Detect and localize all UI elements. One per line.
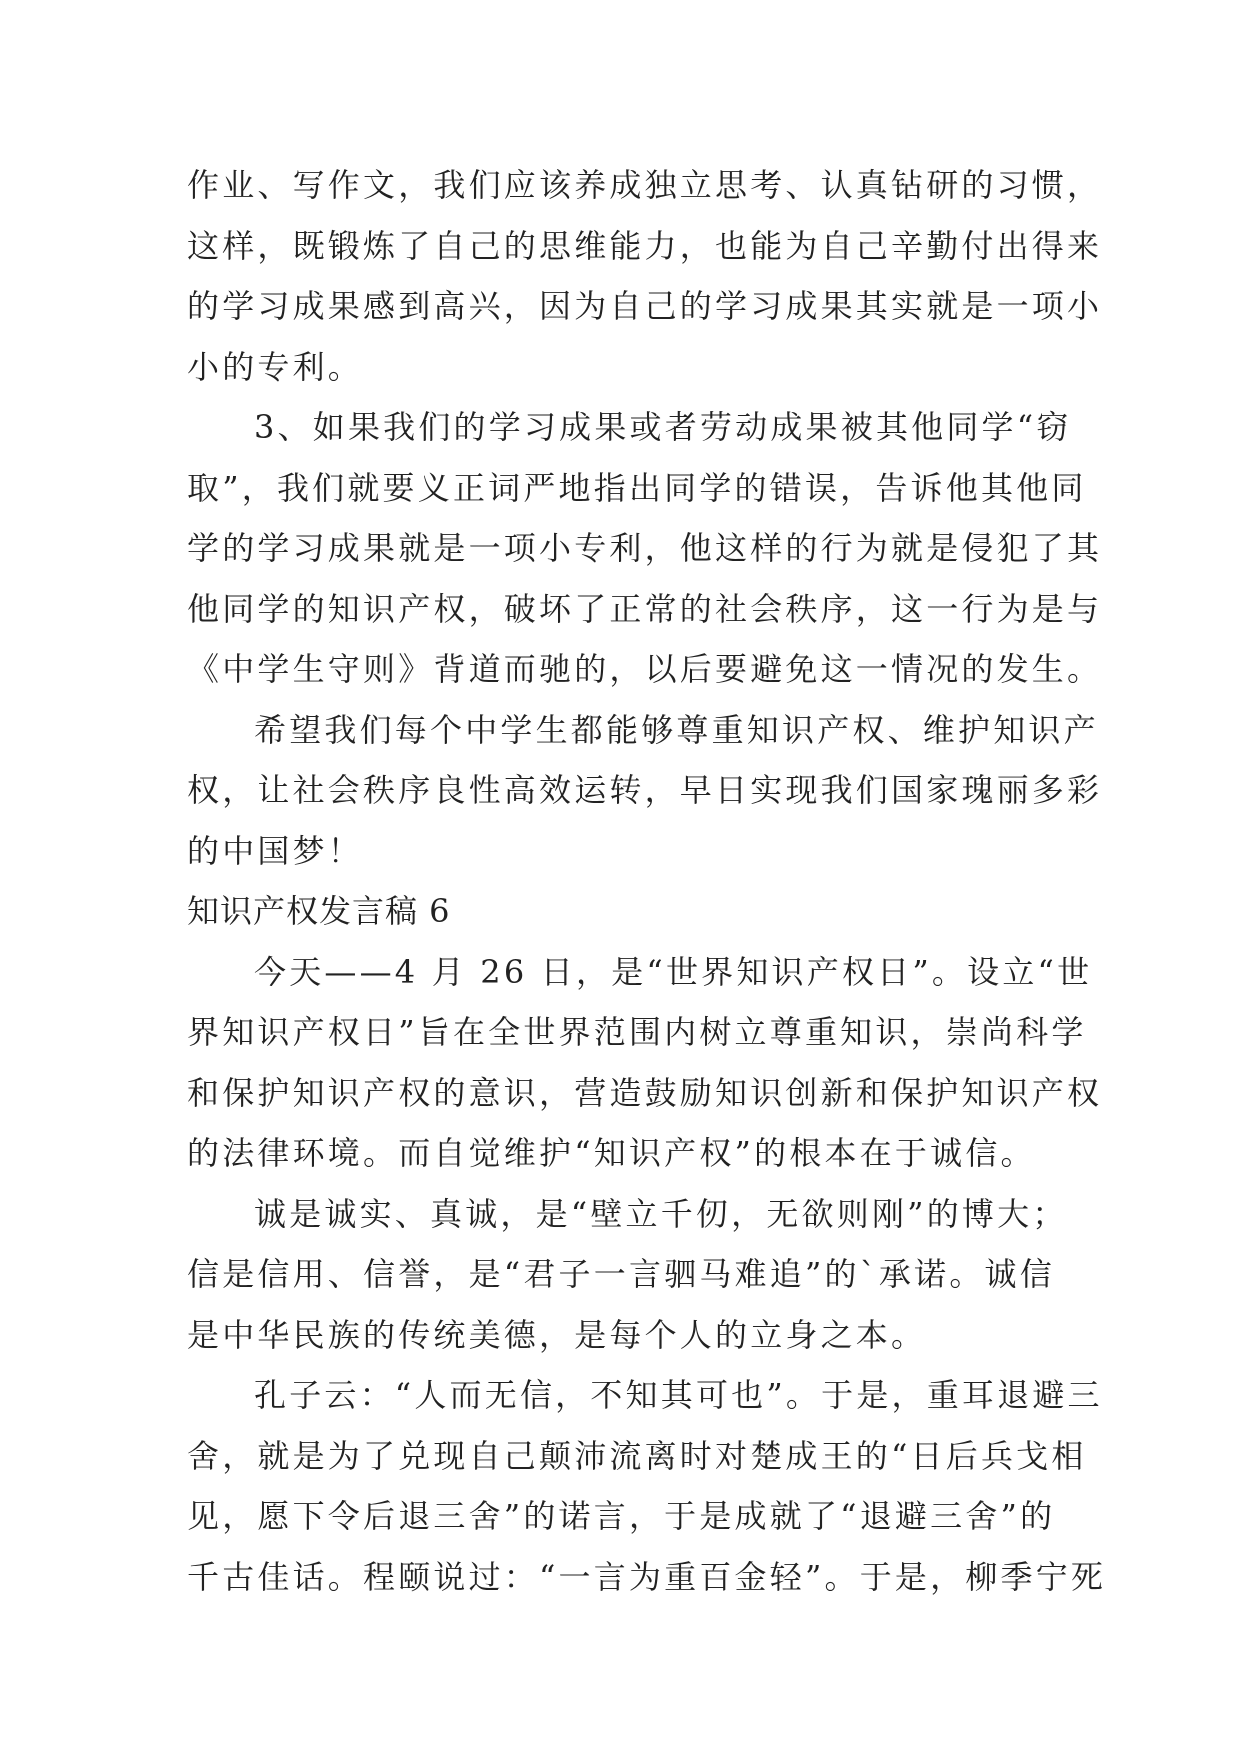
paragraph-first-line: 诚是诚实、真诚，是“壁立千仞，无欲则刚”的博大；: [254, 1194, 1068, 1233]
text-line: 学的学习成果就是一项小专利，他这样的行为就是侵犯了其: [187, 529, 1103, 567]
text-line: 《中学生守则》背道而驰的，以后要避免这一情况的发生。: [187, 650, 1103, 688]
paragraph-first-line: 今天——4 月 26 日，是“世界知识产权日”。设立“世: [254, 952, 1093, 991]
text-line: 这样，既锻炼了自己的思维能力，也能为自己辛勤付出得来: [187, 226, 1103, 265]
paragraph-first-line: 3、如果我们的学习成果或者劳动成果被其他同学“窃: [254, 408, 1072, 446]
paragraph-first-line: 希望我们每个中学生都能够尊重知识产权、维护知识产: [254, 710, 1099, 749]
paragraph-first-line: 孔子云：“人而无信，不知其可也”。于是，重耳退避三: [254, 1376, 1103, 1414]
text-line: 作业、写作文，我们应该养成独立思考、认真钻研的习惯，: [187, 166, 1103, 204]
text-line: 千古佳话。程颐说过：“一言为重百金轻”。于是，柳季宁死: [187, 1557, 1107, 1596]
text-line: 界知识产权日”旨在全世界范围内树立尊重知识，崇尚科学: [187, 1013, 1087, 1051]
text-line: 是中华民族的传统美德，是每个人的立身之本。: [187, 1315, 927, 1354]
text-line: 权，让社会秩序良性高效运转，早日实现我们国家瑰丽多彩: [187, 771, 1103, 809]
text-line: 他同学的知识产权，破坏了正常的社会秩序，这一行为是与: [187, 589, 1103, 628]
text-line: 的法律环境。而自觉维护“知识产权”的根本在于诚信。: [187, 1134, 1036, 1172]
text-line: 和保护知识产权的意识，营造鼓励知识创新和保护知识产权: [187, 1073, 1103, 1112]
text-line: 的中国梦！: [187, 831, 364, 870]
text-line: 取”，我们就要义正词严地指出同学的错误，告诉他其他同: [187, 468, 1087, 507]
text-line: 小的专利。: [187, 347, 364, 386]
text-line: 见，愿下令后退三舍”的诺言，于是成就了“退避三舍”的: [187, 1497, 1056, 1535]
document-body: [187, 155, 1107, 1607]
text-line: 舍，就是为了兑现自己颠沛流离时对楚成王的“日后兵戈相: [187, 1436, 1087, 1475]
text-line: 的学习成果感到高兴，因为自己的学习成果其实就是一项小: [187, 287, 1103, 325]
section-heading: 知识产权发言稿 6: [187, 892, 451, 930]
text-line: 信是信用、信誉，是“君子一言驷马难追”的`承诺。诚信: [187, 1255, 1055, 1293]
